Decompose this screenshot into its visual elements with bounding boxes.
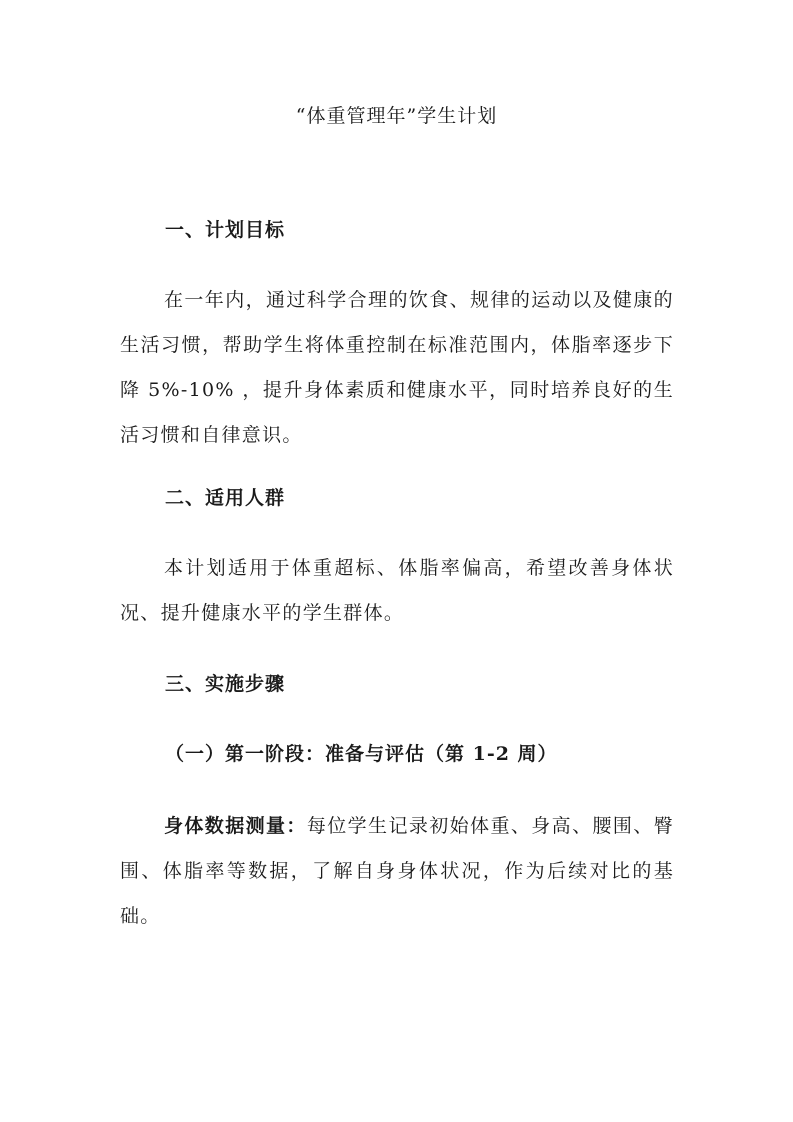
section-2-body: 本计划适用于体重超标、体脂率偏高，希望改善身体状况、提升健康水平的学生群体。	[120, 557, 674, 624]
section-3-heading: 三、实施步骤	[165, 673, 286, 695]
section-3-item	[120, 804, 674, 939]
document-title: “体重管理年”学生计划	[295, 105, 498, 127]
item-label: 身体数据测量：	[164, 815, 307, 837]
section-3-subheading: （一）第一阶段：准备与评估（第 1-2 周）	[165, 743, 558, 765]
section-1-heading: 一、计划目标	[165, 219, 286, 241]
section-1-body: 在一年内，通过科学合理的饮食、规律的运动以及健康的生活习惯，帮助学生将体重控制在标准范围内，体脂率逐步下降 5%-10% ，提升身体素质和健康水平，同时培养良好的生活习惯和自律意识。	[120, 289, 674, 446]
section-2-heading: 二、适用人群	[165, 487, 286, 509]
item-body: 每位学生记录初始体重、身高、腰围、臀围、体脂率等数据，了解自身身体状况，作为后续对比的基础。	[120, 815, 674, 927]
